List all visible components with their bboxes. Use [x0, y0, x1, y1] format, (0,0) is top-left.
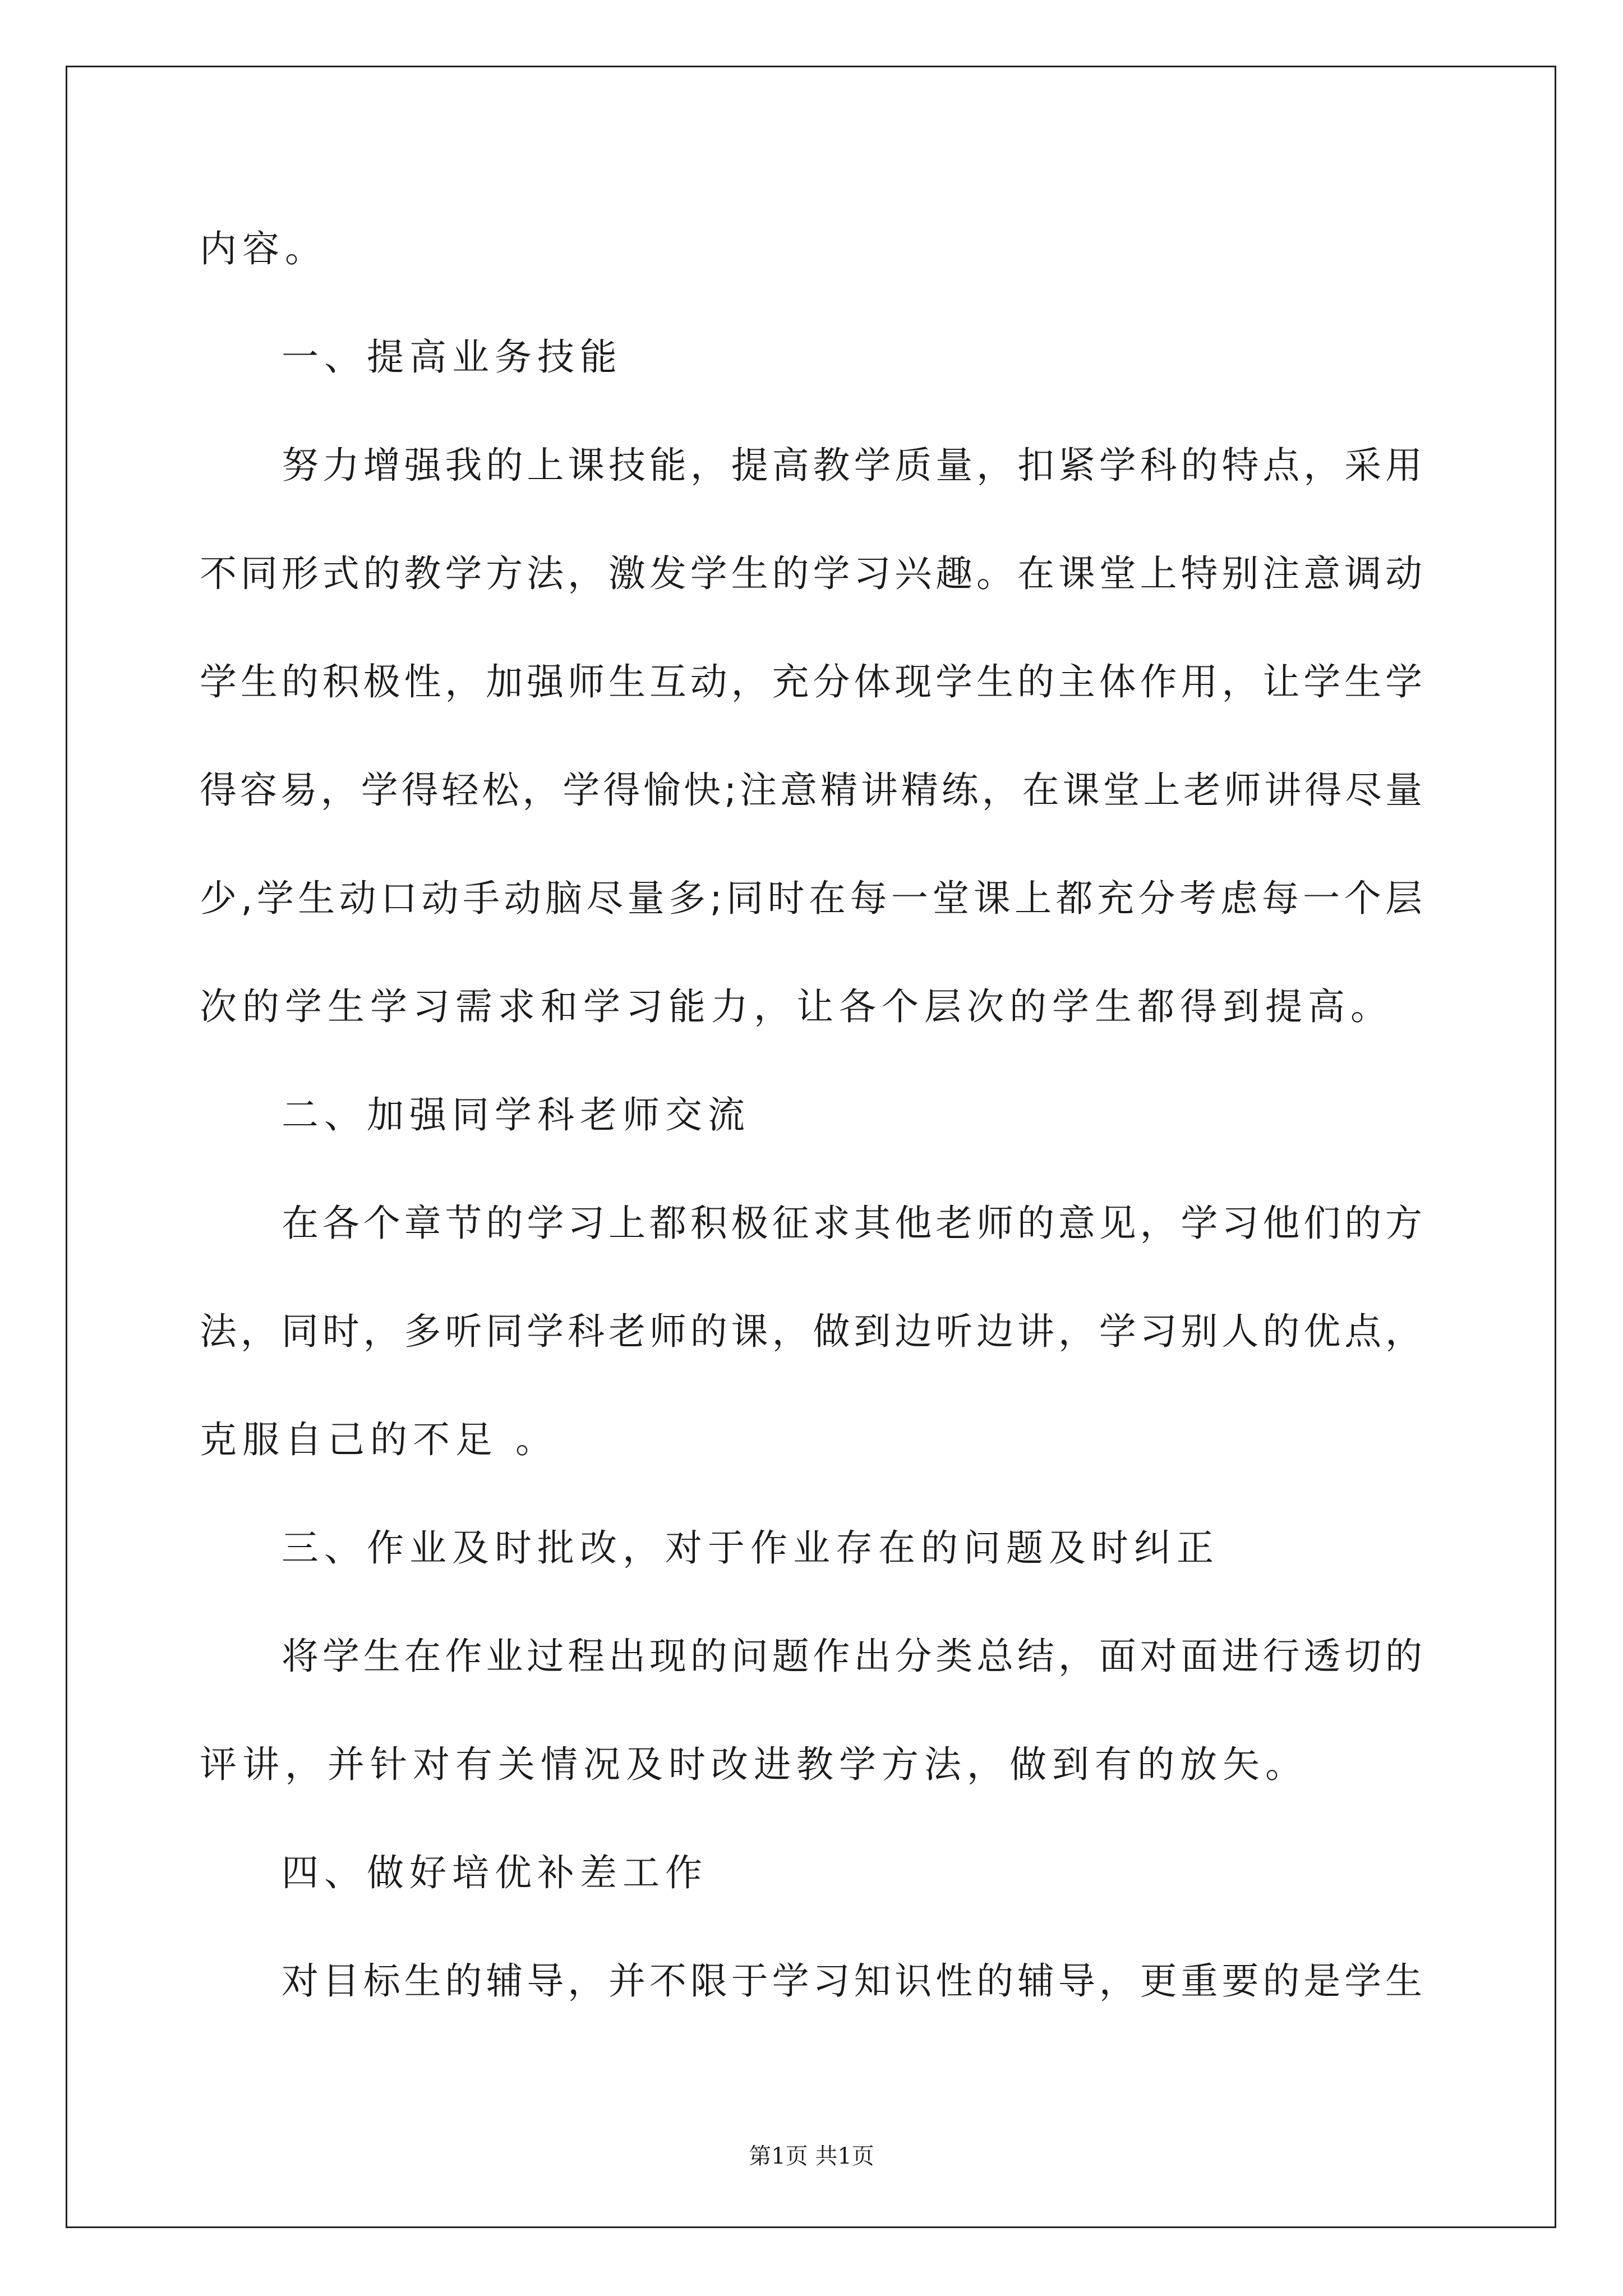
- text-line: 法，同时，多听同学科老师的课，做到边听边讲，学习别人的优点，: [200, 1310, 1422, 1353]
- text-line: 学生的积极性，加强师生互动，充分体现学生的主体作用，让学生学: [200, 660, 1422, 703]
- text-line: 得容易，学得轻松，学得愉快;注意精讲精练，在课堂上老师讲得尽量: [200, 769, 1422, 812]
- text-line: 不同形式的教学方法，激发学生的学习兴趣。在课堂上特别注意调动: [200, 552, 1422, 595]
- text-line: 克服自己的不足 。: [200, 1418, 558, 1461]
- page-number: 第1页 共1页: [749, 2143, 874, 2169]
- text-line: 将学生在作业过程出现的问题作出分类总结，面对面进行透切的: [282, 1635, 1422, 1678]
- text-line: 努力增强我的上课技能，提高教学质量，扣紧学科的特点，采用: [282, 444, 1422, 487]
- section-heading: 四、做好培优补差工作: [282, 1851, 708, 1894]
- text-line: 次的学生学习需求和学习能力，让各个层次的学生都得到提高。: [200, 985, 1393, 1028]
- text-line: 内容。: [200, 227, 328, 270]
- page-border: [66, 66, 1556, 2228]
- section-heading: 二、加强同学科老师交流: [282, 1093, 750, 1137]
- text-line: 少,学生动口动手动脑尽量多;同时在每一堂课上都充分考虑每一个层: [200, 877, 1422, 920]
- text-line: 评讲，并针对有关情况及时改进教学方法，做到有的放矢。: [200, 1743, 1308, 1786]
- section-heading: 三、作业及时批改，对于作业存在的问题及时纠正: [282, 1526, 1219, 1570]
- text-line: 对目标生的辅导，并不限于学习知识性的辅导，更重要的是学生: [282, 1959, 1422, 2003]
- section-heading: 一、提高业务技能: [282, 335, 623, 379]
- text-line: 在各个章节的学习上都积极征求其他老师的意见，学习他们的方: [282, 1202, 1422, 1245]
